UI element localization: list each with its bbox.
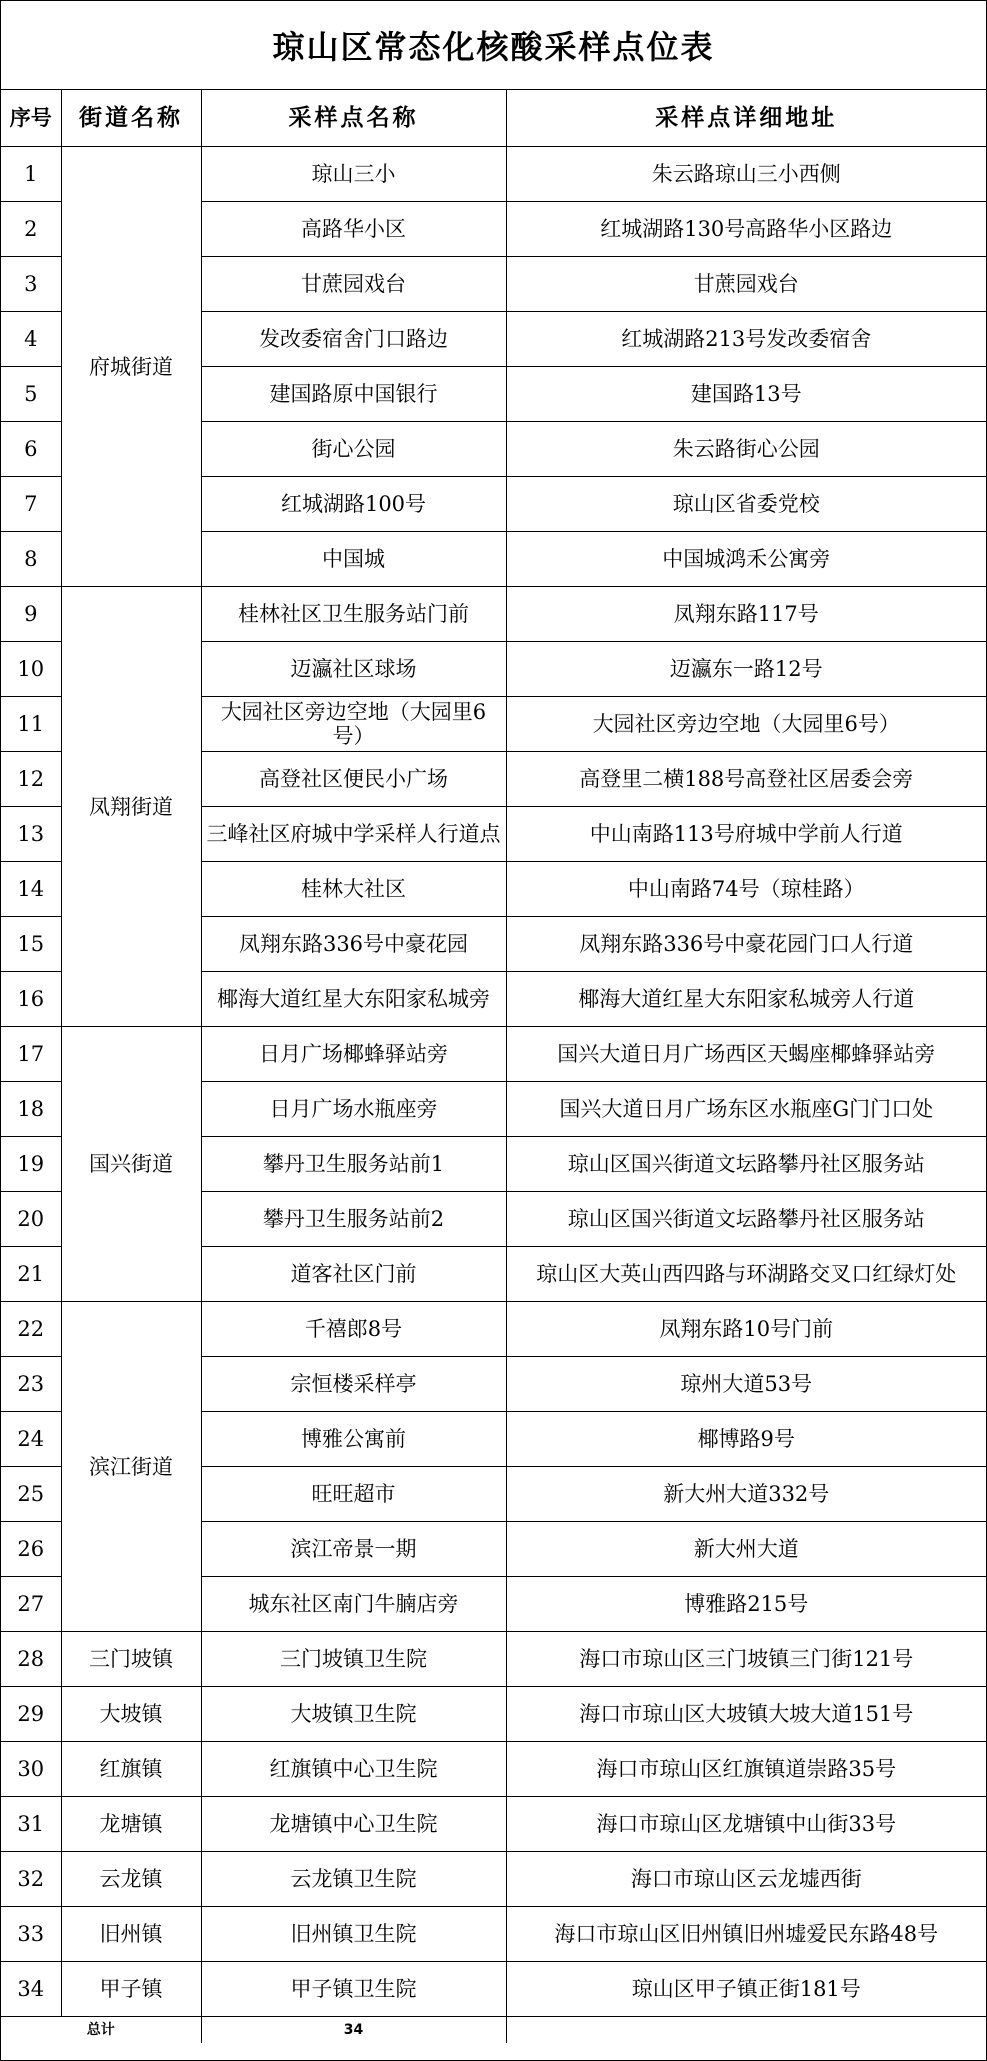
site-address-cell: 椰海大道红星大东阳家私城旁人行道 — [506, 972, 986, 1027]
site-address-cell: 凤翔东路336号中豪花园门口人行道 — [506, 917, 986, 972]
site-name-cell: 三门坡镇卫生院 — [201, 1632, 506, 1687]
site-name-cell: 椰海大道红星大东阳家私城旁 — [201, 972, 506, 1027]
row-index: 34 — [1, 1962, 61, 2017]
site-address-cell: 国兴大道日月广场东区水瓶座G门门口处 — [506, 1082, 986, 1137]
row-index: 32 — [1, 1852, 61, 1907]
site-address-cell: 琼山区国兴街道文坛路攀丹社区服务站 — [506, 1137, 986, 1192]
site-address-cell: 海口市琼山区大坡镇大坡大道151号 — [506, 1687, 986, 1742]
site-address-cell: 琼山区国兴街道文坛路攀丹社区服务站 — [506, 1192, 986, 1247]
street-name-cell: 凤翔街道 — [61, 587, 201, 1027]
row-index: 7 — [1, 477, 61, 532]
street-name-cell: 云龙镇 — [61, 1852, 201, 1907]
table-row — [1, 1962, 986, 2017]
table-title: 琼山区常态化核酸采样点位表 — [1, 1, 986, 90]
header-row — [1, 90, 986, 147]
site-address-cell: 海口市琼山区云龙墟西街 — [506, 1852, 986, 1907]
table-row — [1, 587, 986, 642]
site-name-cell: 博雅公寓前 — [201, 1412, 506, 1467]
site-name-cell: 桂林社区卫生服务站门前 — [201, 587, 506, 642]
table-row — [1, 1302, 986, 1357]
site-name-cell: 建国路原中国银行 — [201, 367, 506, 422]
site-address-cell: 迈瀛东一路12号 — [506, 642, 986, 697]
table-row — [1, 1687, 986, 1742]
row-index: 24 — [1, 1412, 61, 1467]
site-address-cell: 海口市琼山区三门坡镇三门街121号 — [506, 1632, 986, 1687]
row-index: 29 — [1, 1687, 61, 1742]
site-address-cell: 凤翔东路10号门前 — [506, 1302, 986, 1357]
street-name-cell: 国兴街道 — [61, 1027, 201, 1302]
total-value: 34 — [201, 2017, 506, 2044]
row-index: 18 — [1, 1082, 61, 1137]
site-address-cell: 建国路13号 — [506, 367, 986, 422]
street-name-cell: 红旗镇 — [61, 1742, 201, 1797]
site-address-cell: 红城湖路213号发改委宿舍 — [506, 312, 986, 367]
site-name-cell: 旧州镇卫生院 — [201, 1907, 506, 1962]
site-name-cell: 宗恒楼采样亭 — [201, 1357, 506, 1412]
table-row — [1, 1852, 986, 1907]
sampling-sites-table — [1, 90, 986, 2043]
site-name-cell: 高路华小区 — [201, 202, 506, 257]
site-address-cell: 海口市琼山区旧州镇旧州墟爱民东路48号 — [506, 1907, 986, 1962]
site-address-cell: 甘蔗园戏台 — [506, 257, 986, 312]
row-index: 19 — [1, 1137, 61, 1192]
row-index: 33 — [1, 1907, 61, 1962]
table-row — [1, 1632, 986, 1687]
row-index: 4 — [1, 312, 61, 367]
site-address-cell: 海口市琼山区龙塘镇中山街33号 — [506, 1797, 986, 1852]
header-street: 街道名称 — [61, 90, 201, 147]
site-name-cell: 大园社区旁边空地（大园里6号） — [201, 697, 506, 752]
site-name-cell: 攀丹卫生服务站前2 — [201, 1192, 506, 1247]
table-row — [1, 1742, 986, 1797]
header-index: 序号 — [1, 90, 61, 147]
street-name-cell: 大坡镇 — [61, 1687, 201, 1742]
row-index: 28 — [1, 1632, 61, 1687]
table-row — [1, 1797, 986, 1852]
site-name-cell: 旺旺超市 — [201, 1467, 506, 1522]
site-address-cell: 海口市琼山区红旗镇道崇路35号 — [506, 1742, 986, 1797]
row-index: 8 — [1, 532, 61, 587]
row-index: 5 — [1, 367, 61, 422]
street-name-cell: 府城街道 — [61, 147, 201, 587]
site-name-cell: 街心公园 — [201, 422, 506, 477]
total-row — [1, 2017, 986, 2044]
site-name-cell: 琼山三小 — [201, 147, 506, 202]
row-index: 14 — [1, 862, 61, 917]
row-index: 16 — [1, 972, 61, 1027]
site-name-cell: 大坡镇卫生院 — [201, 1687, 506, 1742]
row-index: 10 — [1, 642, 61, 697]
site-name-cell: 发改委宿舍门口路边 — [201, 312, 506, 367]
site-address-cell: 国兴大道日月广场西区天蝎座椰蜂驿站旁 — [506, 1027, 986, 1082]
site-address-cell: 新大州大道 — [506, 1522, 986, 1577]
site-address-cell: 博雅路215号 — [506, 1577, 986, 1632]
table-row — [1, 1027, 986, 1082]
site-address-cell: 朱云路街心公园 — [506, 422, 986, 477]
site-address-cell: 中山南路113号府城中学前人行道 — [506, 807, 986, 862]
row-index: 26 — [1, 1522, 61, 1577]
row-index: 15 — [1, 917, 61, 972]
row-index: 17 — [1, 1027, 61, 1082]
street-name-cell: 旧州镇 — [61, 1907, 201, 1962]
row-index: 1 — [1, 147, 61, 202]
table-row — [1, 147, 986, 202]
site-name-cell: 龙塘镇中心卫生院 — [201, 1797, 506, 1852]
table-row — [1, 1907, 986, 1962]
site-name-cell: 攀丹卫生服务站前1 — [201, 1137, 506, 1192]
site-address-cell: 朱云路琼山三小西侧 — [506, 147, 986, 202]
site-name-cell: 红旗镇中心卫生院 — [201, 1742, 506, 1797]
row-index: 21 — [1, 1247, 61, 1302]
row-index: 12 — [1, 752, 61, 807]
site-name-cell: 千禧郎8号 — [201, 1302, 506, 1357]
site-address-cell: 高登里二横188号高登社区居委会旁 — [506, 752, 986, 807]
site-address-cell: 凤翔东路117号 — [506, 587, 986, 642]
row-index: 31 — [1, 1797, 61, 1852]
street-name-cell: 甲子镇 — [61, 1962, 201, 2017]
site-name-cell: 三峰社区府城中学采样人行道点 — [201, 807, 506, 862]
site-name-cell: 高登社区便民小广场 — [201, 752, 506, 807]
row-index: 2 — [1, 202, 61, 257]
site-address-cell: 椰博路9号 — [506, 1412, 986, 1467]
site-name-cell: 云龙镇卫生院 — [201, 1852, 506, 1907]
site-name-cell: 中国城 — [201, 532, 506, 587]
row-index: 9 — [1, 587, 61, 642]
total-empty-cell — [506, 2017, 986, 2044]
site-address-cell: 中山南路74号（琼桂路） — [506, 862, 986, 917]
site-name-cell: 红城湖路100号 — [201, 477, 506, 532]
row-index: 23 — [1, 1357, 61, 1412]
row-index: 6 — [1, 422, 61, 477]
row-index: 20 — [1, 1192, 61, 1247]
site-address-cell: 大园社区旁边空地（大园里6号） — [506, 697, 986, 752]
site-address-cell: 琼州大道53号 — [506, 1357, 986, 1412]
table-body — [1, 147, 986, 2044]
site-name-cell: 桂林大社区 — [201, 862, 506, 917]
row-index: 27 — [1, 1577, 61, 1632]
row-index: 25 — [1, 1467, 61, 1522]
site-address-cell: 中国城鸿禾公寓旁 — [506, 532, 986, 587]
site-name-cell: 凤翔东路336号中豪花园 — [201, 917, 506, 972]
site-name-cell: 城东社区南门牛腩店旁 — [201, 1577, 506, 1632]
site-name-cell: 日月广场椰蜂驿站旁 — [201, 1027, 506, 1082]
site-address-cell: 红城湖路130号高路华小区路边 — [506, 202, 986, 257]
total-label: 总计 — [1, 2017, 201, 2044]
site-name-cell: 道客社区门前 — [201, 1247, 506, 1302]
site-name-cell: 迈瀛社区球场 — [201, 642, 506, 697]
site-address-cell: 琼山区省委党校 — [506, 477, 986, 532]
site-address-cell: 琼山区大英山西四路与环湖路交叉口红绿灯处 — [506, 1247, 986, 1302]
site-name-cell: 甲子镇卫生院 — [201, 1962, 506, 2017]
header-site: 采样点名称 — [201, 90, 506, 147]
street-name-cell: 龙塘镇 — [61, 1797, 201, 1852]
row-index: 3 — [1, 257, 61, 312]
site-name-cell: 滨江帝景一期 — [201, 1522, 506, 1577]
street-name-cell: 滨江街道 — [61, 1302, 201, 1632]
header-address: 采样点详细地址 — [506, 90, 986, 147]
street-name-cell: 三门坡镇 — [61, 1632, 201, 1687]
row-index: 30 — [1, 1742, 61, 1797]
row-index: 22 — [1, 1302, 61, 1357]
row-index: 11 — [1, 697, 61, 752]
site-address-cell: 琼山区甲子镇正街181号 — [506, 1962, 986, 2017]
site-name-cell: 日月广场水瓶座旁 — [201, 1082, 506, 1137]
site-address-cell: 新大州大道332号 — [506, 1467, 986, 1522]
row-index: 13 — [1, 807, 61, 862]
site-name-cell: 甘蔗园戏台 — [201, 257, 506, 312]
